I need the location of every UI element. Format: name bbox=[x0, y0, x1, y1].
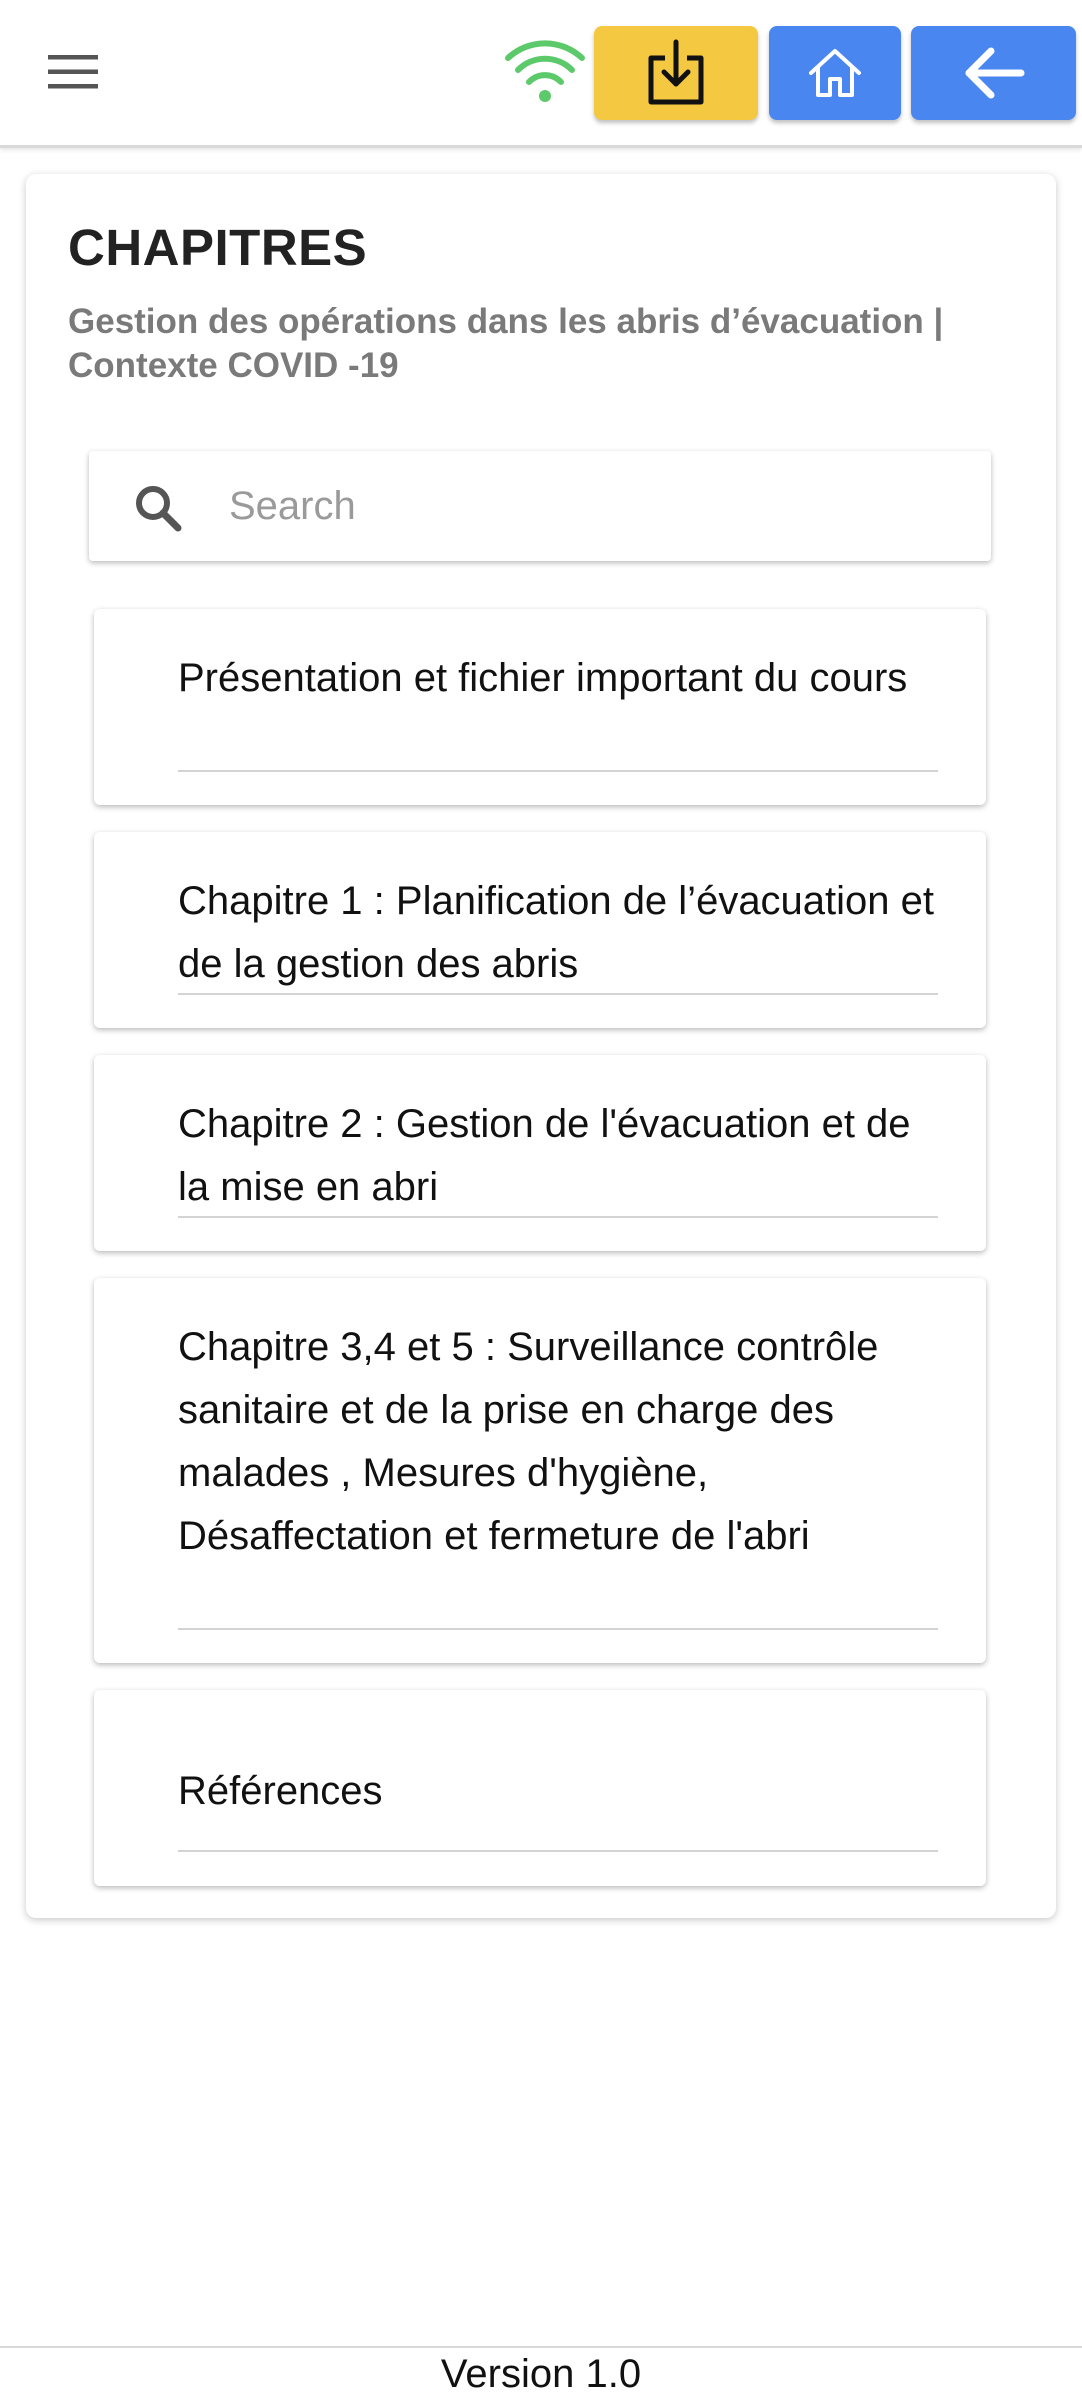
divider bbox=[178, 1850, 938, 1852]
search-icon bbox=[133, 483, 183, 533]
divider bbox=[178, 993, 938, 995]
back-button[interactable] bbox=[911, 26, 1076, 120]
chapter-item[interactable] bbox=[94, 832, 986, 1028]
divider bbox=[178, 1628, 938, 1630]
search-bar bbox=[89, 451, 991, 561]
chapter-label: Chapitre 1 : Planification de l’évacuation et de la gestion des abris bbox=[178, 879, 935, 986]
download-icon bbox=[645, 38, 707, 108]
chapter-label: Références bbox=[178, 1769, 383, 1813]
top-bar bbox=[0, 0, 1082, 148]
divider bbox=[178, 1216, 938, 1218]
page-title: CHAPITRES bbox=[68, 219, 368, 276]
version-footer: Version 1.0 bbox=[0, 2346, 1082, 2400]
arrow-left-icon bbox=[961, 45, 1027, 101]
home-icon bbox=[807, 47, 863, 99]
chapter-label: Chapitre 3,4 et 5 : Surveillance contrôle sanitaire et de la prise en charge des malades , Mesures d'hygiène, Désaffectation et fermeture de l'abri bbox=[178, 1325, 879, 1558]
chapter-item[interactable] bbox=[94, 1278, 986, 1663]
chapter-item[interactable] bbox=[94, 1055, 986, 1251]
chapter-item[interactable] bbox=[94, 1690, 986, 1886]
download-button[interactable] bbox=[594, 26, 758, 120]
chapter-item[interactable] bbox=[94, 609, 986, 805]
home-button[interactable] bbox=[769, 26, 901, 120]
search-input[interactable] bbox=[229, 471, 949, 541]
menu-button[interactable] bbox=[40, 44, 106, 100]
divider bbox=[178, 770, 938, 772]
wifi-icon bbox=[505, 40, 585, 106]
chapter-label: Présentation et fichier important du cours bbox=[178, 656, 908, 700]
chapters-card bbox=[26, 174, 1056, 1918]
course-subtitle: Gestion des opérations dans les abris d’évacuation | Contexte COVID -19 bbox=[68, 302, 944, 385]
hamburger-menu-icon bbox=[48, 52, 98, 92]
chapter-label: Chapitre 2 : Gestion de l'évacuation et de la mise en abri bbox=[178, 1102, 911, 1209]
